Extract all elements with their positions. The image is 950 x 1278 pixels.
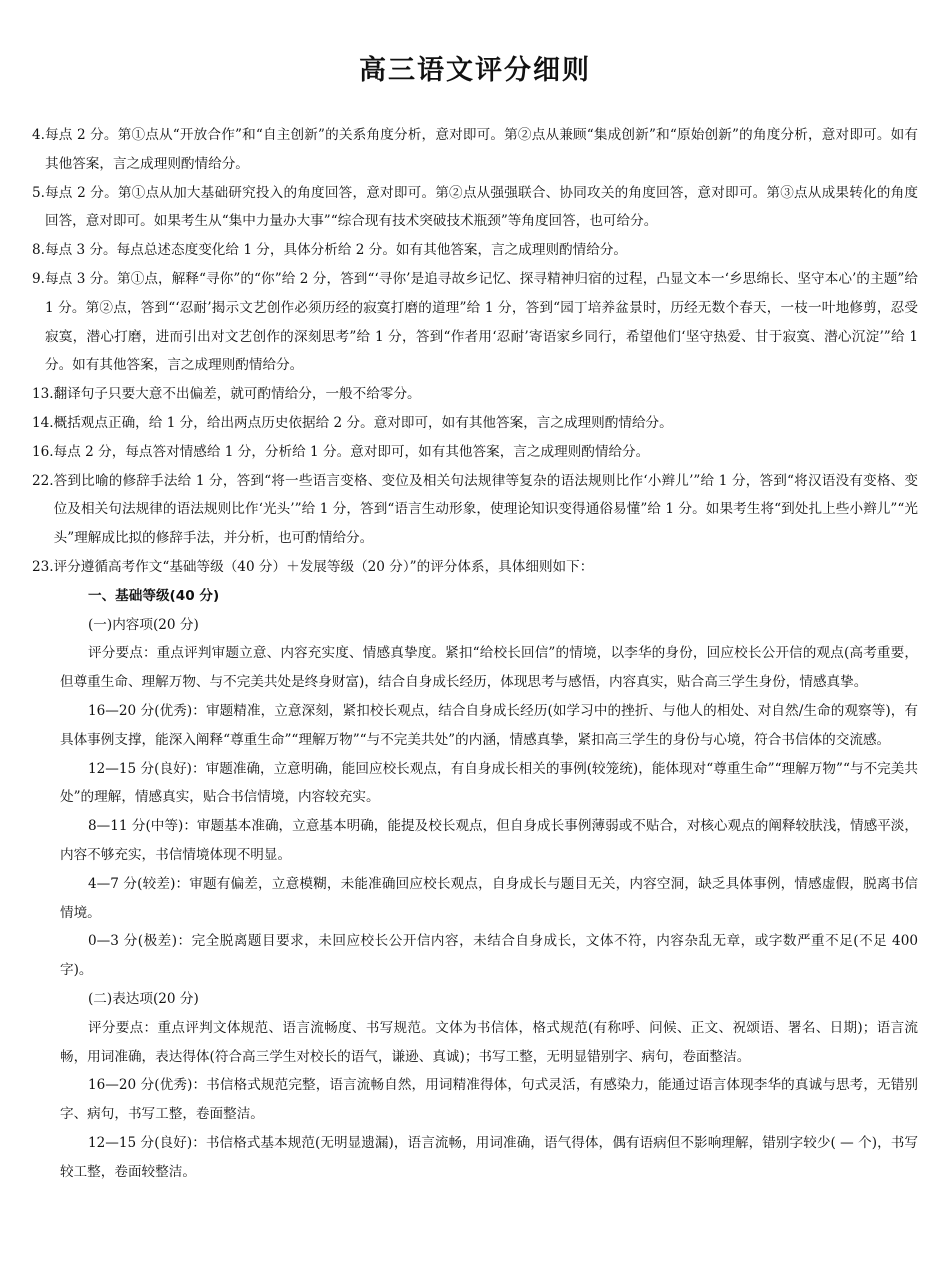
- page-title: 高三语文评分细则: [359, 55, 591, 86]
- list-item: [32, 409, 918, 438]
- section-heading-basic-level: 一、基础等级(40 分): [88, 587, 220, 604]
- content-paragraph: 16—20 分(优秀)：审题精准，立意深刻，紧扣校长观点，结合自身成长经历(如学习中的挫折、与他人的相处、对自然/生命的观察等)，有具体事例支撑，能深入阐释“尊重生命”“理解万物”“与不完美共处”的内涵，情感真挚，紧扣高三学生的身份与心境，符合书信体的交流感。: [60, 702, 918, 748]
- expression-paragraph: 12—15 分(良好)：书信格式基本规范(无明显遗漏)，语言流畅，用词准确，语气得体，偶有语病但不影响理解，错别字较少( — 个)，书写较工整，卷面较整洁。: [60, 1134, 918, 1180]
- content-paragraph: 评分要点：重点评判审题立意、内容充实度、情感真挚度。紧扣“给校长回信”的情境，以李华的身份，回应校长公开信的观点(高考重要，但尊重生命、理解万物、与不完美共处是终身财富)，结合自身成长经历，体现思考与感悟，内容真实，贴合高三学生身份，情感真挚。: [60, 645, 918, 691]
- item-text: 每点 2 分。第①点从“开放合作”和“自主创新”的关系角度分析，意对即可。第②点从兼顾“集成创新”和“原始创新”的角度分析，意对即可。如有其他答案，言之成理则酌情给分。: [44, 127, 918, 172]
- item-number: 4.: [32, 127, 45, 143]
- expression-paragraph: 16—20 分(优秀)：书信格式规范完整，语言流畅自然，用词精准得体，句式灵活，有感染力，能通过语言体现李华的真诚与思考，无错别字、病句，书写工整，卷面整洁。: [60, 1077, 918, 1123]
- list-item: [32, 236, 918, 265]
- content-paragraph: 12—15 分(良好)：审题准确，立意明确，能回应校长观点，有自身成长相关的事例(较笼统)，能体现对“尊重生命”“理解万物”“与不完美共处”的理解，情感真实，贴合书信情境，内容较充实。: [60, 760, 918, 806]
- content-paragraph: 0—3 分(极差)：完全脱离题目要求，未回应校长公开信内容，未结合自身成长，文体不符，内容杂乱无章，或字数严重不足(不足 400 字)。: [60, 933, 918, 979]
- item-number: 16.: [32, 443, 54, 460]
- item-number: 14.: [32, 414, 54, 431]
- content-paragraph: 4—7 分(较差)：审题有偏差，立意模糊，未能准确回应校长观点，自身成长与题目无关，内容空洞，缺乏具体事例，情感虚假，脱离书信情境。: [60, 875, 918, 921]
- item-number: 13.: [32, 386, 54, 403]
- item-text: 概括观点正确，给 1 分，给出两点历史依据给 2 分。意对即可，如有其他答案，言之成理则酌情给分。: [53, 414, 673, 431]
- list-item: [32, 265, 918, 380]
- list-item: [32, 179, 918, 237]
- content-paragraph: 8—11 分(中等)：审题基本准确，立意基本明确，能提及校长观点，但自身成长事例薄弱或不贴合，对核心观点的阐释较肤浅，情感平淡，内容不够充实，书信情境体现不明显。: [60, 818, 918, 863]
- subheading-expression: (二)表达项(20 分): [88, 990, 199, 1007]
- item-text: 每点 3 分。每点总述态度变化给 1 分，具体分析给 2 分。如有其他答案，言之成理则酌情给分。: [44, 242, 628, 259]
- item-number: 9.: [32, 270, 45, 287]
- item-text: 每点 3 分。第①点，解释“寻你”的“你”给 2 分，答到“‘寻你’是追寻故乡记忆、探寻精神归宿的过程，凸显文本一‘乡思绵长、坚守本心’的主题”给 1 分。第②点，答到“‘忍耐’揭示文艺创作必须历经的寂寞打磨的道理”给 1 分，答到“园丁培养盆景时，历经无数个春天，一枝一叶地修剪，忍受寂寞，潜心打磨，进而引出对文艺创作的深刻思考”给 1 分，答到“作者用‘忍耐’寄语家乡同行，希望他们‘坚守热爱、甘于寂寞、潜心沉淀’”给 1 分。如有其他答案，言之成理则酌情给分。: [44, 270, 918, 374]
- item-number: 22.: [32, 472, 54, 489]
- item-text: 答到比喻的修辞手法给 1 分，答到“将一些语言变格、变位及相关句法规律等复杂的语法规则比作‘小辫儿’”给 1 分，答到“将汉语没有变格、变位及相关句法规律的语法规则比作‘光头’”给 1 分，答到“语言生动形象，使理论知识变得通俗易懂”给 1 分。如果考生将“到处扎上些小辫儿”“光头”理解成比拟的修辞手法，并分析，也可酌情给分。: [53, 472, 918, 547]
- list-item: [32, 438, 918, 467]
- list-item: [32, 553, 918, 582]
- item-text: 每点 2 分，每点答对情感给 1 分，分析给 1 分。意对即可，如有其他答案，言之成理则酌情给分。: [53, 443, 650, 460]
- item-number: 8.: [32, 242, 45, 259]
- expression-paragraph: 评分要点：重点评判文体规范、语言流畅度、书写规范。文体为书信体，格式规范(有称呼、问候、正文、祝颂语、署名、日期)；语言流畅，用词准确，表达得体(符合高三学生对校长的语气，谦逊、真诚)；书写工整，无明显错别字、病句，卷面整洁。: [60, 1019, 918, 1065]
- list-item: [32, 121, 918, 179]
- list-item: [32, 467, 918, 553]
- item-number: 5.: [32, 184, 45, 201]
- item-number: 23.: [32, 558, 54, 575]
- item-text: 翻译句子只要大意不出偏差，就可酌情给分，一般不给零分。: [53, 386, 421, 403]
- list-item: [32, 380, 918, 409]
- item-text: 每点 2 分。第①点从加大基础研究投入的角度回答，意对即可。第②点从强强联合、协同攻关的角度回答，意对即可。第③点从成果转化的角度回答，意对即可。如果考生从“集中力量办大事”“综合现有技术突破技术瓶颈”等角度回答，也可给分。: [44, 184, 918, 230]
- subheading-content: (一)内容项(20 分): [88, 616, 199, 633]
- document-body: [32, 121, 918, 1186]
- item-text: 评分遵循高考作文“基础等级（40 分）＋发展等级（20 分）”的评分体系，具体细则如下：: [53, 558, 594, 575]
